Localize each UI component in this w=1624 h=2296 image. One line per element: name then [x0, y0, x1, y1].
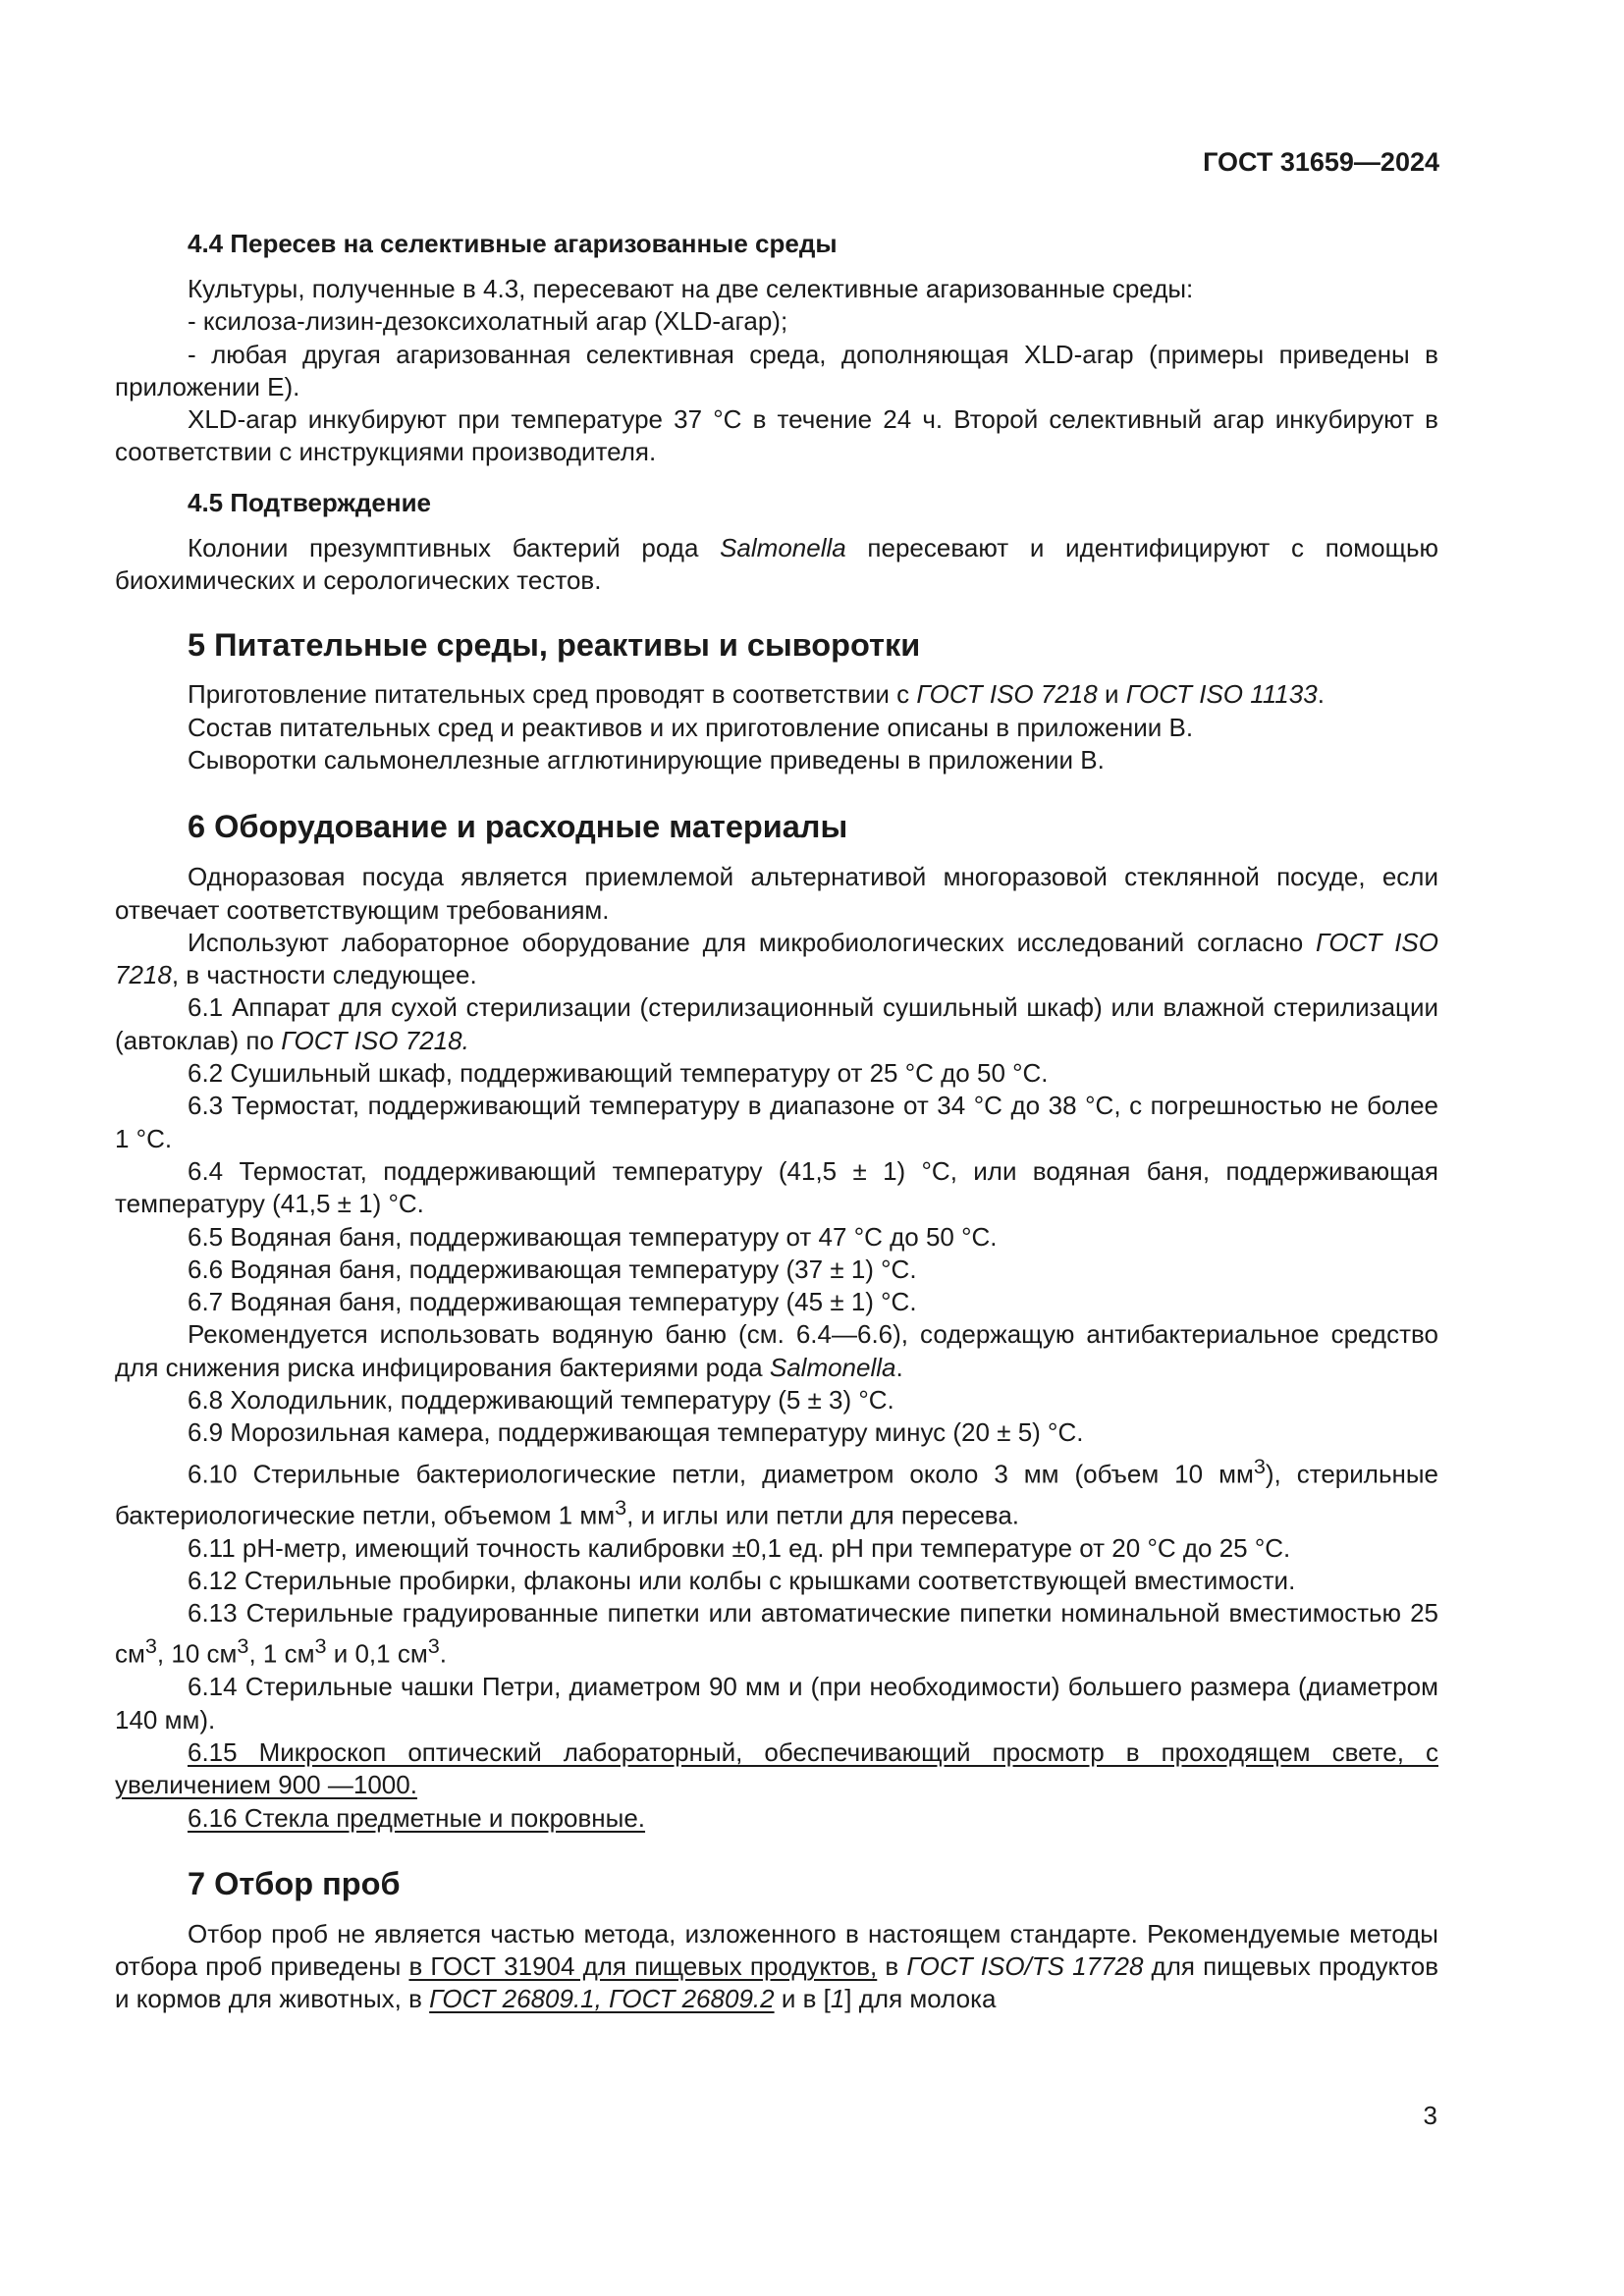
section-4-5-p1: Колонии презумптивных бактерий рода Salmonella пересевают и идентифицируют с помощью биохимических и серологических тестов. — [115, 532, 1439, 596]
section-5-heading: 5 Питательные среды, реактивы и сыворотки — [188, 627, 921, 664]
section-6-intro2: Используют лабораторное оборудование для микробиологических исследований согласно ГОСТ ISO 7218, в частности следующее. — [115, 927, 1438, 990]
section-4-4-heading: 4.4 Пересев на селективные агаризованные среды — [188, 229, 838, 258]
item-6-11: 6.11 рН-метр, имеющий точность калибровки ±0,1 ед. рН при температуре от 20 °С до 25 °С. — [188, 1532, 1291, 1563]
section-7-heading: 7 Отбор проб — [188, 1865, 401, 1901]
item-6-9: 6.9 Морозильная камера, поддерживающая температуру минус (20 ± 5) °С. — [188, 1417, 1084, 1448]
section-6-heading: 6 Оборудование и расходные материалы — [188, 809, 848, 845]
item-6-6: 6.6 Водяная баня, поддерживающая температуру (37 ± 1) °С. — [188, 1254, 917, 1284]
item-6-14: 6.14 Стерильные чашки Петри, диаметром 90 мм и (при необходимости) большего размера (диаметром 140 мм). — [115, 1672, 1438, 1735]
recommendation-note: Рекомендуется использовать водяную баню (см. 6.4—6.6), содержащую антибактериальное средство для снижения риска инфицирования бактериями рода Salmonella. — [115, 1319, 1438, 1382]
section-4-4-p4: XLD-агар инкубируют при температуре 37 °С в течение 24 ч. Второй селективный агар инкубируют в соответствии с инструкциями производителя. — [115, 404, 1438, 467]
amended-text-6-16: 6.16 Стекла предметные и покровные. — [188, 1802, 646, 1833]
section-5-p1: Приготовление питательных сред проводят в соответствии с ГОСТ ISO 7218 и ГОСТ ISO 11133. — [188, 679, 1325, 710]
item-6-10: 6.10 Стерильные бактериологические петли, диаметром около 3 мм (объем 10 $мм^3$), стерильные бактериологические петли, объемом 1 $мм^3$, и иглы или петли для пересева. — [115, 1453, 1439, 1530]
item-6-13: 6.13 Стерильные градуированные пипетки или автоматические пипетки номинальной вместимостью 25 $см^3$, 10 $см^3$, 1 $см^3$ и 0,1 $см^3$. — [115, 1598, 1438, 1670]
ref-gost-26809: ГОСТ 26809.1, ГОСТ 26809.2 — [429, 1984, 775, 2014]
page-content — [115, 228, 1438, 2016]
section-5-p3: Сыворотки сальмонеллезные агглютинирующие приведены в приложении В. — [188, 744, 1105, 774]
section-5-p2: Состав питательных сред и реактивов и их приготовление описаны в приложении В. — [188, 712, 1194, 742]
item-6-16 — [115, 1802, 1438, 1835]
item-6-4: 6.4 Термостат, поддерживающий температуру (41,5 ± 1) °С, или водяная баня, поддерживающая температуру (41,5 ± 1) °С. — [115, 1155, 1438, 1219]
item-6-8: 6.8 Холодильник, поддерживающий температуру (5 ± 3) °С. — [188, 1385, 894, 1415]
item-6-1: 6.1 Аппарат для сухой стерилизации (стерилизационный сушильный шкаф) или влажной стерилизации (автоклав) по ГОСТ ISO 7218. — [115, 992, 1438, 1055]
section-4-4-p1: Культуры, полученные в 4.3, пересевают на две селективные агаризованные среды: — [188, 274, 1194, 303]
ref-gost-31904: в ГОСТ 31904 для пищевых продуктов, — [408, 1951, 878, 1982]
document-header: ГОСТ 31659—2024 — [1203, 147, 1439, 177]
page-number: 3 — [1423, 2101, 1437, 2130]
item-6-7: 6.7 Водяная баня, поддерживающая температуру (45 ± 1) °С. — [188, 1287, 917, 1317]
section-7-p1: Отбор проб не является частью метода, изложенного в настоящем стандарте. Рекомендуемые методы отбора проб приведены в ГОСТ 31904 для пищевых продуктов, в ГОСТ ISO/TS 17728 для пищевых продуктов и кормов для животных, в ГОСТ 26809.1, ГОСТ 26809.2 и в [1] для молока — [115, 1918, 1439, 2014]
item-6-5: 6.5 Водяная баня, поддерживающая температуру от 47 °С до 50 °С. — [188, 1221, 998, 1252]
section-4-5-heading: 4.5 Подтверждение — [188, 487, 432, 517]
item-6-15 — [115, 1736, 1438, 1802]
section-6-intro1: Одноразовая посуда является приемлемой альтернативой многоразовой стеклянной посуде, если отвечает соответствующим требованиям. — [115, 862, 1438, 925]
section-4-4-p3: - любая другая агаризованная селективная среда, дополняющая XLD-агар (примеры приведены в приложении Е). — [115, 339, 1438, 401]
item-6-12: 6.12 Стерильные пробирки, флаконы или колбы с крышками соответствующей вместимости. — [188, 1565, 1296, 1595]
amended-text-6-15: 6.15 Микроскоп оптический лабораторный, обеспечивающий просмотр в проходящем свете, с увеличением 900 —1000. — [115, 1736, 1438, 1800]
section-4-4-p2: - ксилоза-лизин-дезоксихолатный агар (XLD-агар); — [188, 306, 788, 337]
item-6-2: 6.2 Сушильный шкаф, поддерживающий температуру от 25 °С до 50 °С. — [188, 1058, 1049, 1089]
item-6-3: 6.3 Термостат, поддерживающий температуру в диапазоне от 34 °С до 38 °С, с погрешностью не более 1 °С. — [115, 1091, 1438, 1153]
